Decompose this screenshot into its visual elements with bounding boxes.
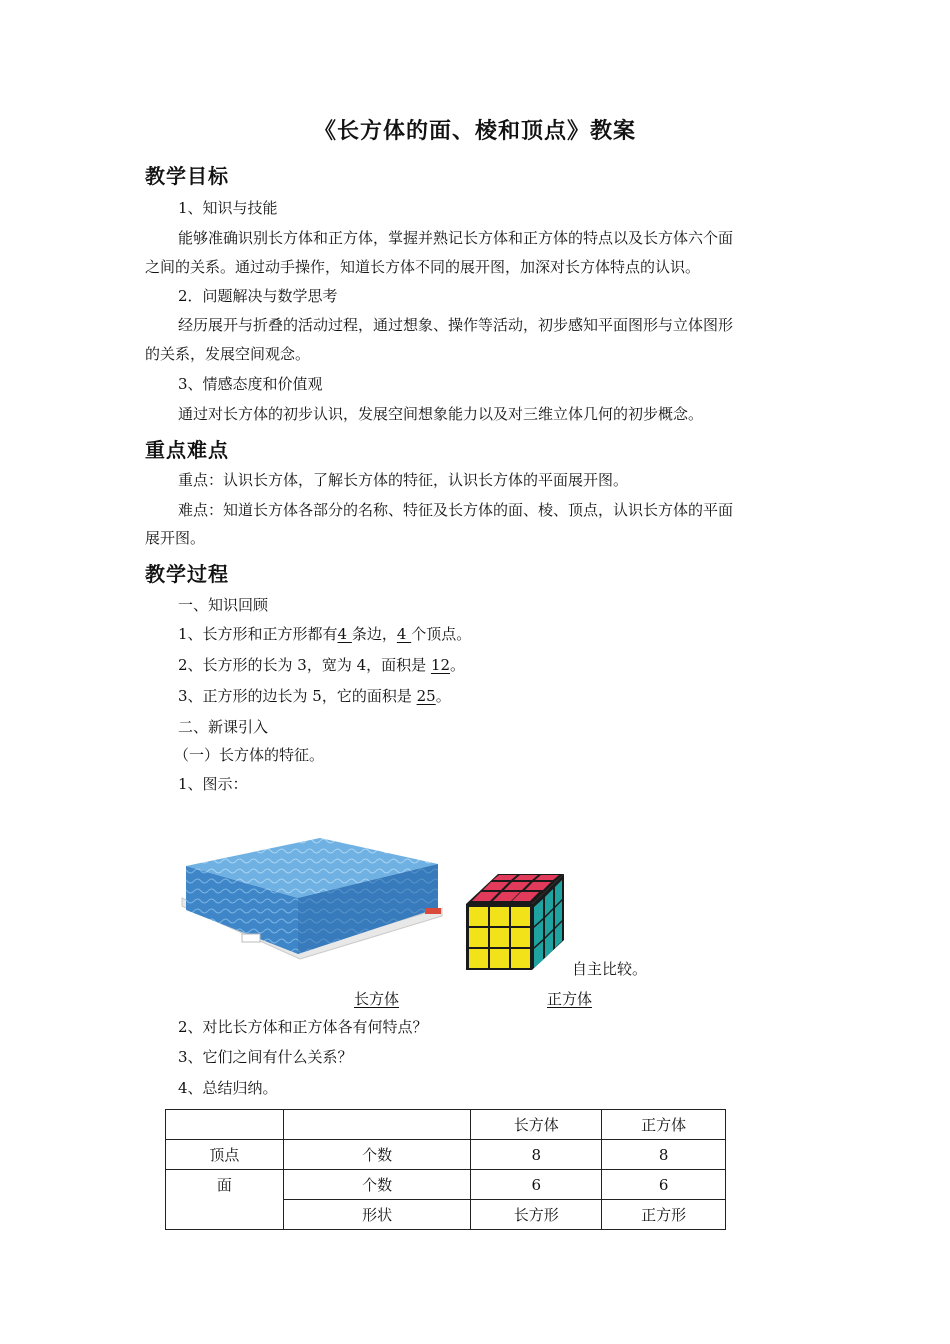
q2-text-post: 。 — [450, 656, 466, 674]
q2-answer: 12 — [430, 656, 451, 674]
table-header-cuboid: 长方体 — [471, 1110, 602, 1140]
caption-cuboid: 长方体 — [354, 990, 400, 1008]
compare-text: 自主比较。 — [572, 960, 648, 978]
heading-objectives: 教学目标 — [145, 164, 229, 188]
q1-text-post: 个顶点。 — [411, 625, 472, 643]
q1-answer-edges: 4 — [337, 625, 352, 643]
table-row — [166, 1110, 726, 1140]
objective-2-title: 2．问题解决与数学思考 — [178, 287, 338, 305]
subsection-cuboid-features: （一）长方体的特征。 — [174, 746, 325, 764]
table-cell: 顶点 — [166, 1140, 284, 1170]
caption-cube: 正方体 — [547, 990, 593, 1008]
heading-key-points: 重点难点 — [145, 438, 229, 462]
step-3: 3、它们之间有什么关系？ — [178, 1048, 353, 1066]
table-cell: 8 — [602, 1140, 726, 1170]
review-question-1 — [178, 620, 471, 649]
q2-text-pre: 2、长方形的长为 3，宽为 4，面积是 — [178, 656, 431, 674]
q3-text-pre: 3、正方形的边长为 5，它的面积是 — [178, 687, 417, 705]
document-title: 《长方体的面、棱和顶点》教案 — [313, 119, 636, 144]
table-header-cube: 正方体 — [602, 1110, 726, 1140]
q1-answer-vertices: 4 — [396, 625, 412, 643]
new-lesson-title: 二、新课引入 — [178, 718, 269, 736]
objective-1-title: 1、知识与技能 — [178, 199, 278, 217]
q1-text-mid: 条边， — [351, 625, 397, 643]
step-2: 2、对比长方体和正方体各有何特点？ — [178, 1018, 428, 1036]
table-cell — [166, 1110, 284, 1140]
key-focus: 重点：认识长方体，了解长方体的特征，认识长方体的平面展开图。 — [178, 471, 629, 489]
objective-3-title: 3、情感态度和价值观 — [178, 375, 323, 393]
table-cell: 形状 — [283, 1200, 471, 1230]
table-cell: 面 — [166, 1170, 284, 1230]
heading-process: 教学过程 — [145, 562, 229, 586]
table-cell: 6 — [602, 1170, 726, 1200]
table-cell: 个数 — [283, 1170, 471, 1200]
q1-text-pre: 1、长方形和正方形都有 — [178, 625, 338, 643]
table-cell: 长方形 — [471, 1200, 602, 1230]
cuboid-image — [180, 836, 450, 976]
table-row — [166, 1170, 726, 1200]
step-4: 4、总结归纳。 — [178, 1079, 278, 1097]
table-cell — [283, 1110, 471, 1140]
key-difficulty-line2: 展开图。 — [145, 529, 206, 547]
review-question-3 — [178, 682, 451, 711]
table-row — [166, 1140, 726, 1170]
table-cell: 6 — [471, 1170, 602, 1200]
key-difficulty-line1: 难点：知道长方体各部分的名称、特征及长方体的面、棱、顶点，认识长方体的平面 — [178, 501, 734, 519]
table-cell: 8 — [471, 1140, 602, 1170]
table-cell: 个数 — [283, 1140, 471, 1170]
figure-label: 1、图示： — [178, 775, 248, 793]
objective-2-line1: 经历展开与折叠的活动过程，通过想象、操作等活动，初步感知平面图形与立体图形 — [178, 316, 734, 334]
objective-1-line1: 能够准确识别长方体和正方体，掌握并熟记长方体和正方体的特点以及长方体六个面 — [178, 229, 734, 247]
table-cell: 正方形 — [602, 1200, 726, 1230]
q3-answer: 25 — [416, 687, 436, 705]
review-title: 一、知识回顾 — [178, 596, 269, 614]
objective-2-line2: 的关系，发展空间观念。 — [145, 345, 311, 363]
objective-3-line1: 通过对长方体的初步认识，发展空间想象能力以及对三维立体几何的初步概念。 — [178, 405, 704, 423]
q3-text-post: 。 — [435, 687, 451, 705]
review-question-2 — [178, 651, 465, 680]
cube-image — [462, 868, 568, 974]
objective-1-line2: 之间的关系。通过动手操作，知道长方体不同的展开图，加深对长方体特点的认识。 — [145, 258, 701, 276]
summary-table — [165, 1109, 726, 1230]
